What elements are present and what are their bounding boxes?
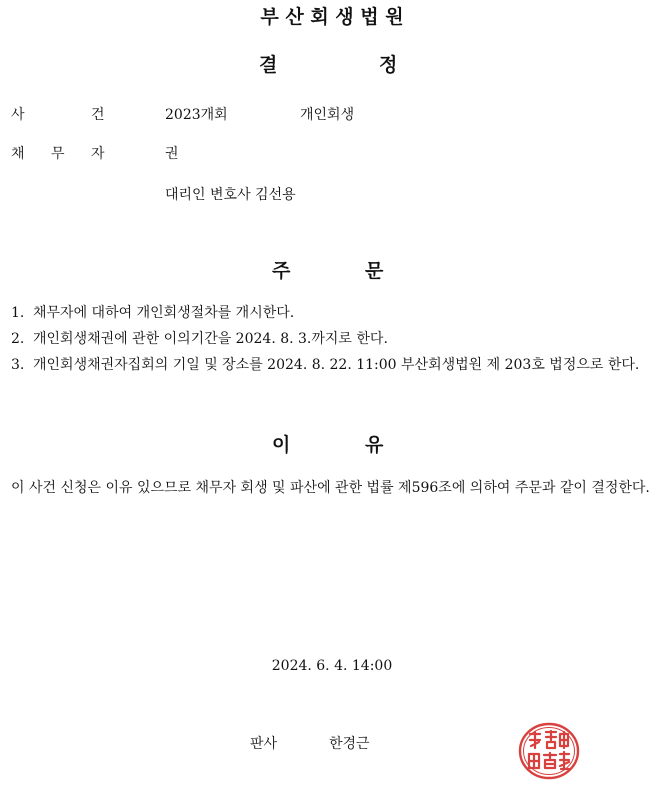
order-item-2 (11, 327, 651, 352)
debtor-name: 권 (165, 146, 179, 162)
case-label-1: 사 (11, 107, 25, 123)
debtor-label-1: 채 (11, 146, 25, 162)
debtor-label-3: 자 (91, 146, 105, 162)
order-heading-right: 문 (365, 260, 384, 282)
order-text: 개인회생채권에 관한 이의기간을 2024. 8. 3.까지로 한다. (33, 331, 388, 347)
judge-title: 판사 (250, 736, 278, 752)
judge-seal-stamp (518, 722, 580, 780)
order-number: 1. (11, 305, 25, 321)
reason-heading-right: 유 (365, 434, 384, 456)
decision-heading-left: 결 (259, 54, 278, 76)
case-number: 2023개회 (165, 107, 228, 123)
order-item-1 (11, 301, 651, 326)
order-heading-left: 주 (272, 260, 291, 282)
agent-line: 대리인 변호사 김선용 (165, 187, 296, 203)
order-item-3 (11, 353, 651, 403)
court-name: 부 산 회 생 법 원 (260, 6, 404, 28)
case-label-2: 건 (91, 107, 105, 123)
debtor-label-2: 무 (51, 146, 65, 162)
decision-date: 2024. 6. 4. 14:00 (271, 658, 393, 674)
reason-paragraph: 이 사건 신청은 이유 있으므로 채무자 회생 및 파산에 관한 법률 제596조에 의하여 주문과 같이 결정한다. (11, 480, 650, 496)
order-number: 3. (11, 357, 25, 373)
order-text: 개인회생채권자집회의 기일 및 장소를 2024. 8. 22. 11:00 부산회생법원 제 203호 법정으로 한다. (33, 357, 640, 373)
reason-heading-left: 이 (272, 434, 291, 456)
judge-name: 한경근 (329, 736, 370, 752)
order-text: 채무자에 대하여 개인회생절차를 개시한다. (33, 305, 295, 321)
decision-heading-right: 정 (379, 54, 398, 76)
case-kind: 개인회생 (300, 107, 355, 123)
order-number: 2. (11, 331, 25, 347)
